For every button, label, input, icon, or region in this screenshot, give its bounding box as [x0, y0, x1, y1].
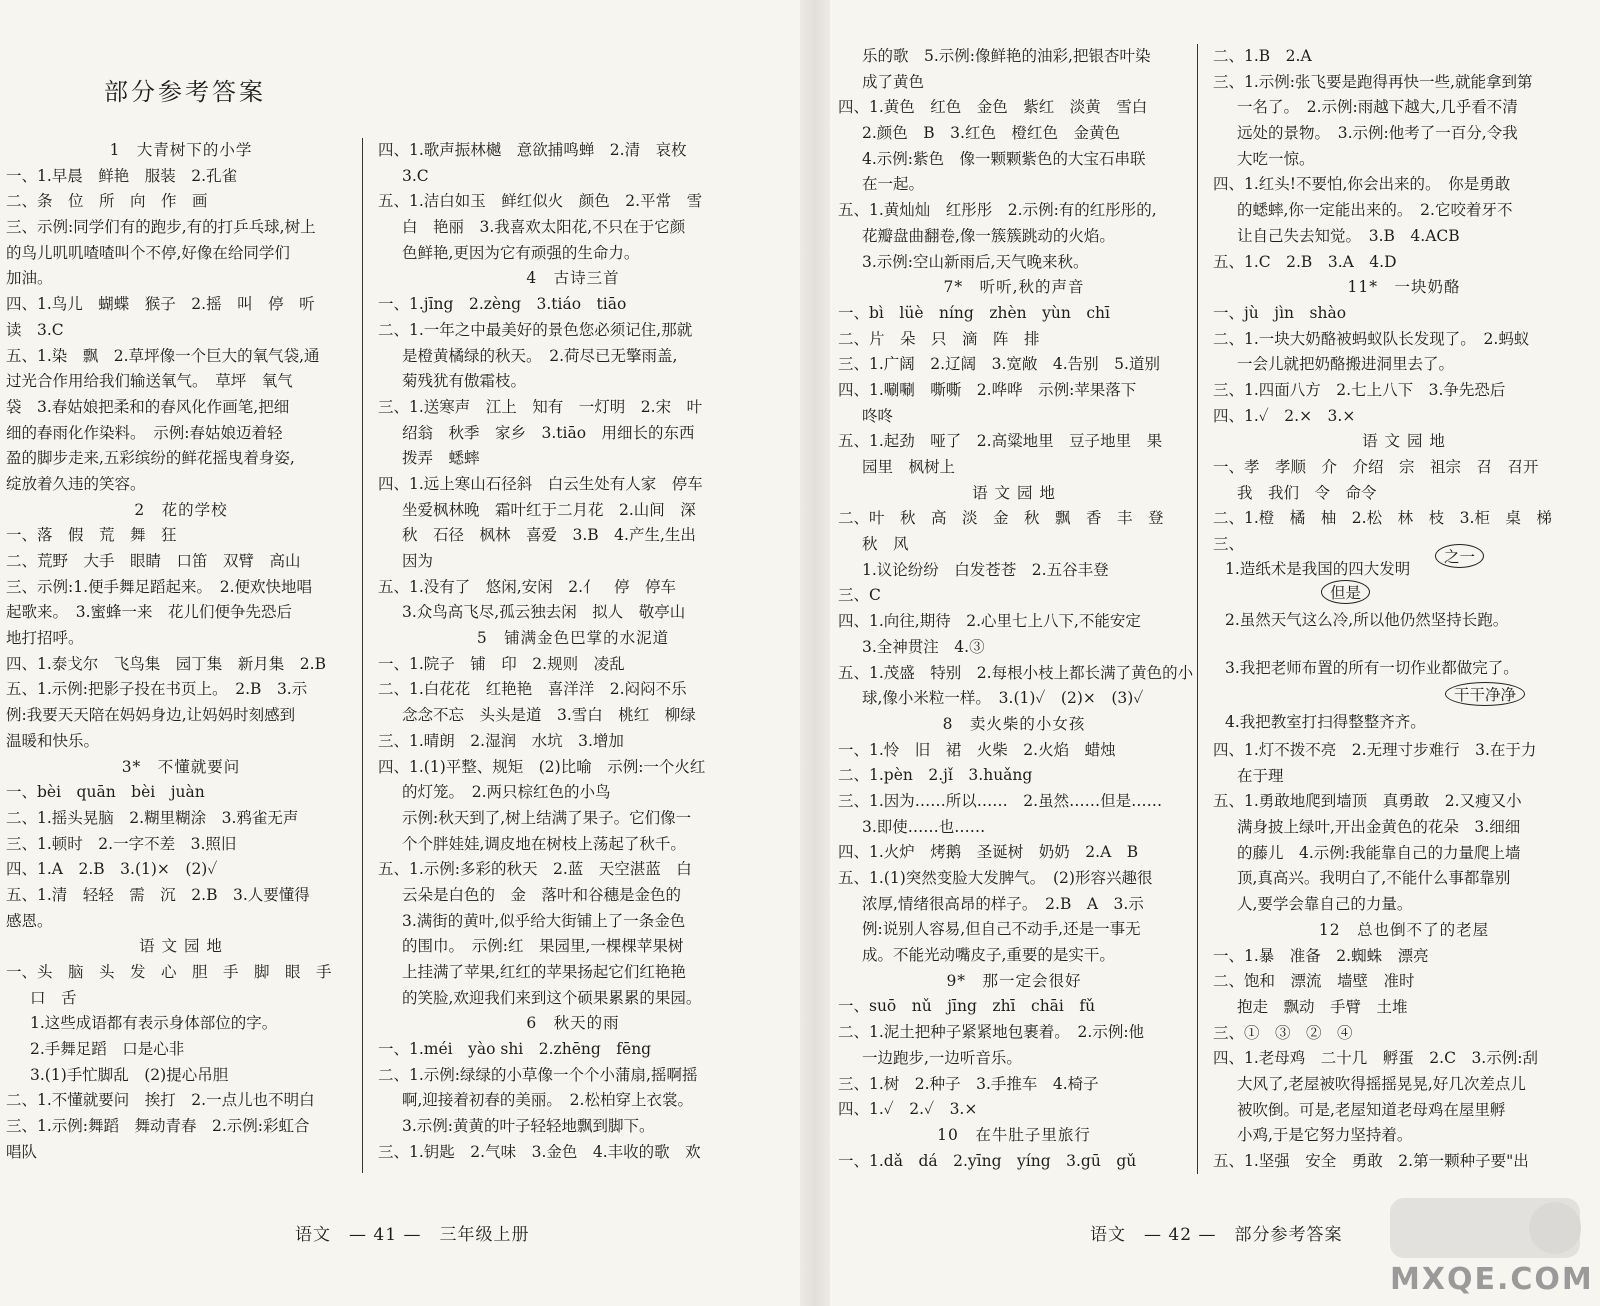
answer-line: 五、1.起劲 哑了 2.高粱地里 豆子地里 果 — [838, 432, 1163, 451]
answer-line: 球,像小米粒一样。 3.(1)✓ (2)× (3)✓ — [862, 689, 1144, 708]
answer-line: 一、1.院子 铺 印 2.规则 凌乱 — [378, 654, 625, 673]
answer-line: 个个胖娃娃,调皮地在树枝上荡起了秋千。 — [402, 834, 686, 853]
answer-line: 加油。 — [6, 269, 53, 288]
answer-line: 一、1.暴 准备 2.蜘蛛 漂亮 — [1213, 946, 1429, 965]
answer-line: 四、1.唰唰 嘶嘶 2.哗哗 示例:苹果落下 — [838, 380, 1137, 399]
section-heading: 12 总也倒不了的老屋 — [1318, 920, 1490, 939]
answer-line: 二、1.pèn 2.jǐ 3.huǎng — [838, 766, 1033, 785]
answer-line: 例:说别人容易,但自己不动手,还是一事无 — [862, 920, 1141, 939]
answer-line: 三、1.因为……所以…… 2.虽然……但是…… — [838, 791, 1163, 810]
answer-line: 三、1.示例:舞蹈 舞动青春 2.示例:彩虹合 — [6, 1117, 310, 1136]
page-footer-left: 语文 — 41 — 三年级上册 — [295, 1225, 530, 1245]
answer-line: 四、1.A 2.B 3.(1)× (2)✓ — [6, 860, 218, 879]
answer-line: 三、示例:同学们有的跑步,有的打乒乓球,树上 — [6, 218, 316, 237]
answer-line: 三、1.顿时 2.一字不差 3.照旧 — [6, 834, 237, 853]
answer-line: 在于理 — [1237, 766, 1284, 785]
answer-line: 二、1.橙 橘 柚 2.松 林 枝 3.柜 桌 梯 — [1213, 509, 1552, 528]
answer-line: 一、头 脑 头 发 心 胆 手 脚 眼 手 — [6, 963, 332, 981]
answer-line: 四、1.歌声振林樾 意欲捕鸣蝉 2.清 哀枚 — [378, 141, 687, 159]
section-heading: 5 铺满金色巴掌的水泥道 — [476, 629, 670, 648]
answer-line: 二、饱和 漂流 墙壁 准时 — [1213, 972, 1415, 991]
answer-line: 2.手舞足蹈 口是心非 — [30, 1040, 185, 1059]
answer-line: 五、1.勇敢地爬到墙顶 真勇敢 2.又瘦又小 — [1213, 792, 1522, 811]
correction-bubble: 但是 — [1321, 580, 1370, 604]
answer-line: 二、条 位 所 向 作 画 — [6, 192, 208, 211]
answer-line: 温暖和快乐。 — [6, 731, 100, 750]
column-divider — [362, 138, 363, 1173]
answer-line: 3.(1)手忙脚乱 (2)提心吊胆 — [30, 1065, 229, 1084]
answer-line: 五、1.清 轻轻 需 沉 2.B 3.人要懂得 — [6, 885, 310, 904]
answer-line: 一、落 假 荒 舞 狂 — [6, 526, 177, 545]
answer-line: 四、1.(1)平整、规矩 (2)比喻 示例:一个火红 — [378, 757, 706, 776]
answer-column-1 — [6, 138, 356, 1166]
answer-line: 二、1.B 2.A — [1213, 47, 1312, 65]
answer-line: 四、1.红头!不要怕,你会出来的。 你是勇敢 — [1213, 175, 1511, 194]
answer-line: 的藤儿 4.示例:我能靠自己的力量爬上墙 — [1237, 843, 1521, 862]
answer-line: 因为 — [402, 552, 434, 570]
answer-line: 三、 — [1213, 535, 1245, 554]
answer-line: 成了黄色 — [862, 72, 925, 91]
answer-line: 二、1.示例:绿绿的小草像一个个小蒲扇,摇啊摇 — [378, 1065, 698, 1084]
section-heading: 10 在牛肚子里旅行 — [937, 1125, 1091, 1144]
answer-column-4-top — [1213, 44, 1595, 558]
answer-line: 的蟋蟀,你一定能出来的。 2.它咬着牙不 — [1237, 201, 1513, 220]
answer-line: 读 3.C — [6, 320, 64, 339]
answer-line: 在一起。 — [862, 175, 925, 194]
answer-column-4-bottom — [1213, 738, 1595, 1175]
answer-line: 示例:秋天到了,树上结满了果子。它们像一 — [402, 808, 692, 827]
answer-line: 四、1.鸟儿 蝴蝶 猴子 2.摇 叫 停 听 — [6, 295, 315, 314]
answer-line: 五、1.示例:多彩的秋天 2.蓝 天空湛蓝 白 — [378, 860, 692, 879]
answer-line: 一、bì lüè níng zhèn yùn chī — [838, 303, 1110, 322]
answer-line: 过光合作用给我们输送氧气。 草坪 氧气 — [6, 372, 293, 391]
answer-line: 抱走 飘动 手臂 土堆 — [1237, 997, 1408, 1016]
answer-line: 二、1.白花花 红艳艳 喜洋洋 2.闷闷不乐 — [378, 680, 687, 699]
answer-line: 五、1.茂盛 特别 2.每根小枝上都长满了黄色的小 — [838, 663, 1194, 682]
answer-line: 二、1.摇头晃脑 2.糊里糊涂 3.鸦雀无声 — [6, 808, 299, 827]
answer-line: 乐的歌 5.示例:像鲜艳的油彩,把银杏叶染 — [862, 47, 1151, 65]
answer-line: 一、1.dǎ dá 2.yīng yíng 3.gū gǔ — [838, 1151, 1137, 1170]
answer-line: 的灯笼。 2.两只棕红色的小鸟 — [402, 783, 611, 802]
answer-line: 远处的景物。 3.示例:他考了一百分,令我 — [1237, 124, 1518, 143]
correction-line-2: 2.虽然天气这么冷,所以他仍然坚持长跑。 — [1225, 611, 1509, 629]
answer-line: 起歌来。 3.蜜蜂一来 花儿们便争先恐后 — [6, 603, 293, 622]
answer-line: 云朵是白色的 金 落叶和谷穗是金色的 — [402, 885, 682, 904]
answer-column-2 — [378, 138, 768, 1166]
answer-line: 小鸡,于是它努力坚持着。 — [1237, 1126, 1413, 1145]
answer-line: 人,要学会靠自己的力量。 — [1237, 895, 1413, 914]
answer-line: 二、叶 秋 高 淡 金 秋 飘 香 丰 登 — [838, 509, 1164, 528]
answer-line: 四、1.火炉 烤鹅 圣诞树 奶奶 2.A B — [838, 843, 1139, 862]
section-heading: 1 大青树下的小学 — [109, 141, 253, 159]
answer-line: 啊,迎接着初春的美丽。 2.松柏穿上衣裳。 — [402, 1091, 693, 1110]
answer-line: 菊残犹有傲霜枝。 — [402, 372, 527, 391]
answer-line: 1.这些成语都有表示身体部位的字。 — [30, 1014, 278, 1033]
answer-line: 盈的脚步走来,五彩缤纷的鲜花摇曳着身姿, — [6, 449, 295, 468]
watermark-text: MXQE.COM — [1390, 1262, 1594, 1297]
answer-line: 绽放着久违的笑容。 — [6, 474, 146, 493]
answer-line: 上挂满了苹果,红红的苹果扬起它们红艳艳 — [402, 963, 686, 981]
answer-line: 是橙黄橘绿的秋天。 2.荷尽已无擎雨盖, — [402, 346, 678, 365]
answer-line: 一、bèi quān bèi juàn — [6, 783, 205, 802]
answer-line: 三、1.钥匙 2.气味 3.金色 4.丰收的歌 欢 — [378, 1142, 701, 1161]
answer-line: 三、① ③ ② ④ — [1213, 1023, 1353, 1042]
answer-line: 浓厚,情绪很高昂的样子。 2.B A 3.示 — [862, 894, 1144, 913]
section-heading: 语 文 园 地 — [1362, 432, 1446, 451]
section-heading: 2 花的学校 — [134, 500, 228, 519]
answer-line: 五、1.(1)突然变脸大发脾气。 (2)形容兴趣很 — [838, 869, 1153, 887]
answer-line: 2.颜色 B 3.红色 橙红色 金黄色 — [862, 124, 1120, 143]
answer-line: 一会儿就把奶酪搬进洞里去了。 — [1237, 355, 1455, 374]
answer-line: 四、1.泰戈尔 飞鸟集 园丁集 新月集 2.B — [6, 654, 326, 673]
answer-column-3 — [838, 44, 1194, 1174]
answer-line: 一边跑步,一边听音乐。 — [862, 1048, 1022, 1067]
answer-line: 3.众鸟高飞尽,孤云独去闲 拟人 敬亭山 — [402, 603, 686, 622]
section-heading: 语 文 园 地 — [139, 937, 223, 956]
answer-line: 四、1.老母鸡 二十几 孵蛋 2.C 3.示例:刮 — [1213, 1049, 1538, 1068]
section-heading: 语 文 园 地 — [972, 483, 1056, 502]
answer-line: 三、C — [838, 586, 881, 605]
answer-line: 绍翁 秋季 家乡 3.tiāo 用细长的东西 — [402, 423, 695, 442]
answer-line: 二、1.泥土把种子紧紧地包裹着。 2.示例:他 — [838, 1023, 1145, 1042]
answer-line: 的围巾。 示例:红 果园里,一棵棵苹果树 — [402, 937, 684, 956]
answer-line: 三、示例:1.便手舞足蹈起来。 2.便欢快地唱 — [6, 577, 313, 596]
section-heading: 11* 一块奶酪 — [1347, 278, 1461, 297]
answer-line: 3.示例:黄黄的叶子轻轻地飘到脚下。 — [402, 1117, 655, 1136]
answer-line: 咚咚 — [862, 406, 894, 425]
correction-line-3: 3.我把老师布置的所有一切作业都做完了。 — [1225, 659, 1519, 677]
answer-line: 拨弄 蟋蟀 — [402, 449, 480, 468]
answer-line: 一、jù jìn shào — [1213, 303, 1347, 322]
answer-line: 二、荒野 大手 眼睛 口笛 双臂 高山 — [6, 552, 301, 570]
answer-line: 三、1.送寒声 江上 知有 一灯明 2.宋 叶 — [378, 397, 703, 416]
answer-line: 我 我们 令 命令 — [1237, 483, 1377, 502]
answer-line: 念念不忘 头头是道 3.雪白 桃红 柳绿 — [402, 706, 696, 725]
column-divider — [1197, 44, 1198, 1174]
answer-line: 袋 3.春姑娘把柔和的春风化作画笔,把细 — [6, 397, 290, 416]
answer-line: 一、1.怜 旧 裙 火柴 2.火焰 蜡烛 — [838, 740, 1116, 759]
correction-bubble: 干干净净 — [1445, 682, 1525, 706]
page-footer-right: 语文 — 42 — 部分参考答案 — [1090, 1225, 1343, 1245]
answer-line: 4.示例:紫色 像一颗颗紫色的大宝石串联 — [862, 149, 1146, 168]
answer-line: 园里 枫树上 — [862, 458, 956, 476]
sentence-correction-diagram — [1213, 548, 1593, 742]
answer-line: 五、1.坚强 安全 勇敢 2.第一颗种子要"出 — [1213, 1152, 1529, 1170]
answer-line: 被吹倒。可是,老屋知道老母鸡在屋里孵 — [1237, 1100, 1506, 1119]
answer-line: 秋 风 — [862, 535, 909, 554]
answer-line: 五、1.染 飘 2.草坪像一个巨大的氧气袋,通 — [6, 346, 320, 365]
answer-line: 三、1.示例:张飞要是跑得再快一些,就能拿到第 — [1213, 72, 1533, 91]
answer-line: 四、1.灯不拨不亮 2.无理寸步难行 3.在于力 — [1213, 741, 1537, 759]
answer-line: 二、1.一年之中最美好的景色您必须记住,那就 — [378, 320, 693, 339]
answer-line: 坐爱枫林晚 霜叶红于二月花 2.山间 深 — [402, 500, 696, 519]
answer-line: 白 艳丽 3.我喜欢太阳花,不只在于它颜 — [402, 218, 686, 237]
section-heading: 3* 不懂就要问 — [121, 757, 241, 776]
answer-line: 大吃一惊。 — [1237, 149, 1315, 168]
section-heading: 9* 那一定会很好 — [946, 971, 1082, 990]
answer-line: 四、1.✓ 2.✓ 3.× — [838, 1100, 978, 1119]
section-heading: 8 卖火柴的小女孩 — [942, 714, 1086, 733]
answer-line: 五、1.洁白如玉 鲜红似火 颜色 2.平常 雪 — [378, 192, 703, 211]
answer-line: 口 舌 — [30, 988, 77, 1007]
answer-line: 3.即使……也…… — [862, 817, 986, 836]
answer-line: 五、1.C 2.B 3.A 4.D — [1213, 252, 1397, 271]
answer-line: 3.C — [402, 166, 429, 185]
answer-line: 大风了,老屋被吹得摇摇晃晃,好几次差点儿 — [1237, 1074, 1526, 1093]
answer-line: 一、1.jīng 2.zèng 3.tiáo tiāo — [378, 295, 627, 314]
correction-bubble: 之一 — [1435, 544, 1484, 568]
correction-line-1: 1.造纸术是我国的四大发明 — [1225, 560, 1411, 578]
answer-line: 色鲜艳,更因为它有顽强的生命力。 — [402, 243, 640, 262]
answer-line: 四、1.黄色 红色 金色 紫红 淡黄 雪白 — [838, 98, 1148, 117]
answer-line: 一、suō nǔ jīng zhī chāi fǔ — [838, 997, 1096, 1016]
answer-line: 二、1.一块大奶酪被蚂蚁队长发现了。 2.蚂蚁 — [1213, 329, 1530, 348]
answer-line: 一、孝 孝顺 介 介绍 宗 祖宗 召 召开 — [1213, 458, 1539, 476]
answer-line: 的鸟儿叽叽喳喳叫个不停,好像在给同学们 — [6, 243, 290, 262]
answer-line: 地打招呼。 — [6, 629, 84, 648]
answer-line: 四、1.向往,期待 2.心里七上八下,不能安定 — [838, 612, 1141, 631]
answer-line: 3.满街的黄叶,似乎给大街铺上了一条金色 — [402, 911, 686, 930]
answer-line: 四、1.✓ 2.× 3.× — [1213, 406, 1356, 425]
book-spine — [800, 0, 830, 1306]
answer-line: 细的春雨化作染料。 示例:春姑娘迈着轻 — [6, 423, 283, 442]
answer-line: 成。不能光动嘴皮子,重要的是实干。 — [862, 946, 1115, 965]
answer-line: 五、1.没有了 悠闲,安闲 2.亻 停 停车 — [378, 577, 677, 596]
answer-line: 五、1.黄灿灿 红彤彤 2.示例:有的红彤彤的, — [838, 201, 1157, 220]
answer-line: 让自己失去知觉。 3.B 4.ACB — [1237, 226, 1460, 245]
correction-line-4: 4.我把教室打扫得整整齐齐。 — [1225, 713, 1426, 731]
section-heading: 4 古诗三首 — [526, 269, 620, 288]
answer-line: 五、1.示例:把影子投在书页上。 2.B 3.示 — [6, 680, 308, 699]
left-page — [0, 0, 790, 1306]
answer-line: 花瓣盘曲翻卷,像一簇簇跳动的火焰。 — [862, 226, 1115, 245]
answer-line: 满身披上绿叶,开出金黄色的花朵 3.细细 — [1237, 818, 1521, 837]
answer-line: 例:我要天天陪在妈妈身边,让妈妈时刻感到 — [6, 706, 296, 725]
answer-line: 三、1.四面八方 2.七上八下 3.争先恐后 — [1213, 380, 1506, 399]
section-heading: 7* 听听,秋的声音 — [943, 278, 1085, 297]
answer-line: 顶,真高兴。我明白了,不能什么事都靠别 — [1237, 869, 1511, 888]
answer-line: 1.议论纷纷 白发苍苍 2.五谷丰登 — [862, 560, 1109, 579]
answer-line: 的笑脸,欢迎我们来到这个硕果累累的果园。 — [402, 988, 702, 1007]
answer-line: 二、1.不懂就要问 挨打 2.一点儿也不明白 — [6, 1091, 315, 1110]
answer-line: 3.示例:空山新雨后,天气晚来秋。 — [862, 252, 1089, 271]
answer-line: 感恩。 — [6, 911, 53, 930]
page-title: 部分参考答案 — [104, 78, 266, 106]
answer-line: 秋 石径 枫林 喜爱 3.B 4.产生,生出 — [402, 526, 696, 545]
answer-line: 一、1.早晨 鲜艳 服装 2.孔雀 — [6, 166, 238, 185]
answer-line: 三、1.树 2.种子 3.手推车 4.椅子 — [838, 1074, 1099, 1093]
answer-line: 唱队 — [6, 1142, 38, 1161]
answer-line: 3.全神贯注 4.③ — [862, 637, 985, 656]
section-heading: 6 秋天的雨 — [526, 1014, 620, 1033]
answer-line: 三、1.广阔 2.辽阔 3.宽敞 4.告别 5.道别 — [838, 355, 1160, 374]
answer-line: 一名了。 2.示例:雨越下越大,几乎看不清 — [1237, 98, 1518, 117]
answer-line: 二、片 朵 只 滴 阵 排 — [838, 329, 1040, 348]
answer-line: 四、1.远上寒山石径斜 白云生处有人家 停车 — [378, 474, 703, 493]
answer-line: 一、1.méi yào shi 2.zhēng fēng — [378, 1040, 652, 1059]
answer-line: 三、1.晴朗 2.湿润 水坑 3.增加 — [378, 731, 624, 750]
